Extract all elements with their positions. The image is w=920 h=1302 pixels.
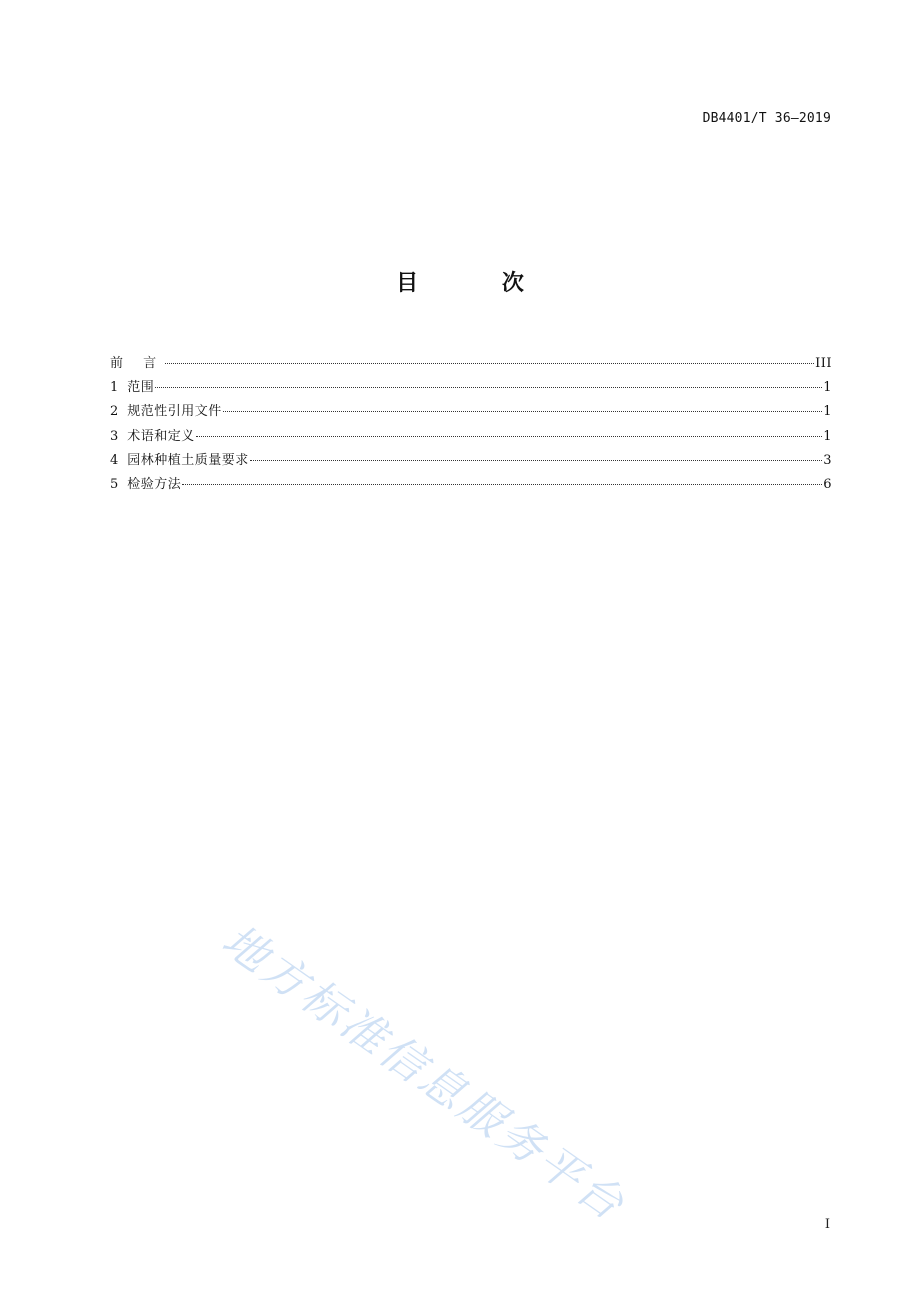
toc-title: 目 次 bbox=[396, 271, 562, 296]
toc-entry-test-methods[interactable] bbox=[110, 473, 832, 497]
toc-entry-number: 3 bbox=[110, 428, 119, 444]
toc-entry-terms-definitions[interactable] bbox=[110, 425, 832, 449]
toc-entry-foreword[interactable] bbox=[110, 352, 832, 376]
toc-entry-quality-requirements[interactable] bbox=[110, 449, 832, 473]
toc-leader-dots bbox=[196, 435, 822, 437]
toc-leader-dots bbox=[182, 483, 822, 485]
toc-entry-number: 2 bbox=[110, 404, 119, 420]
toc-leader-dots bbox=[223, 410, 822, 412]
toc-entry-scope[interactable] bbox=[110, 376, 832, 400]
toc-entry-page: 1 bbox=[823, 404, 832, 420]
toc-entry-label: 园林种植土质量要求 bbox=[127, 452, 249, 468]
toc-entry-number: 5 bbox=[110, 476, 119, 492]
watermark: 地方标准信息服务平台 bbox=[212, 914, 636, 1232]
toc-entry-page: 1 bbox=[823, 428, 832, 444]
toc-leader-dots bbox=[250, 459, 822, 461]
toc-entry-label: 前 言 bbox=[110, 356, 165, 371]
toc-entry-page: 3 bbox=[823, 452, 832, 468]
toc-entry-page: 1 bbox=[823, 380, 832, 396]
document-code: DB4401/T 36—2019 bbox=[702, 111, 831, 126]
toc-leader-dots bbox=[165, 362, 814, 364]
toc-entry-page: 6 bbox=[823, 476, 832, 492]
toc-entry-normative-references[interactable] bbox=[110, 400, 832, 424]
table-of-contents bbox=[110, 352, 832, 497]
toc-entry-label: 范围 bbox=[127, 380, 155, 396]
toc-entry-number: 1 bbox=[110, 380, 119, 396]
toc-entry-label: 规范性引用文件 bbox=[127, 404, 222, 420]
toc-entry-number: 4 bbox=[110, 452, 119, 468]
toc-leader-dots bbox=[155, 386, 822, 388]
toc-entry-page: III bbox=[815, 356, 832, 371]
page-number: I bbox=[824, 1217, 830, 1232]
toc-entry-label: 检验方法 bbox=[127, 476, 182, 492]
toc-entry-label: 术语和定义 bbox=[127, 428, 195, 444]
